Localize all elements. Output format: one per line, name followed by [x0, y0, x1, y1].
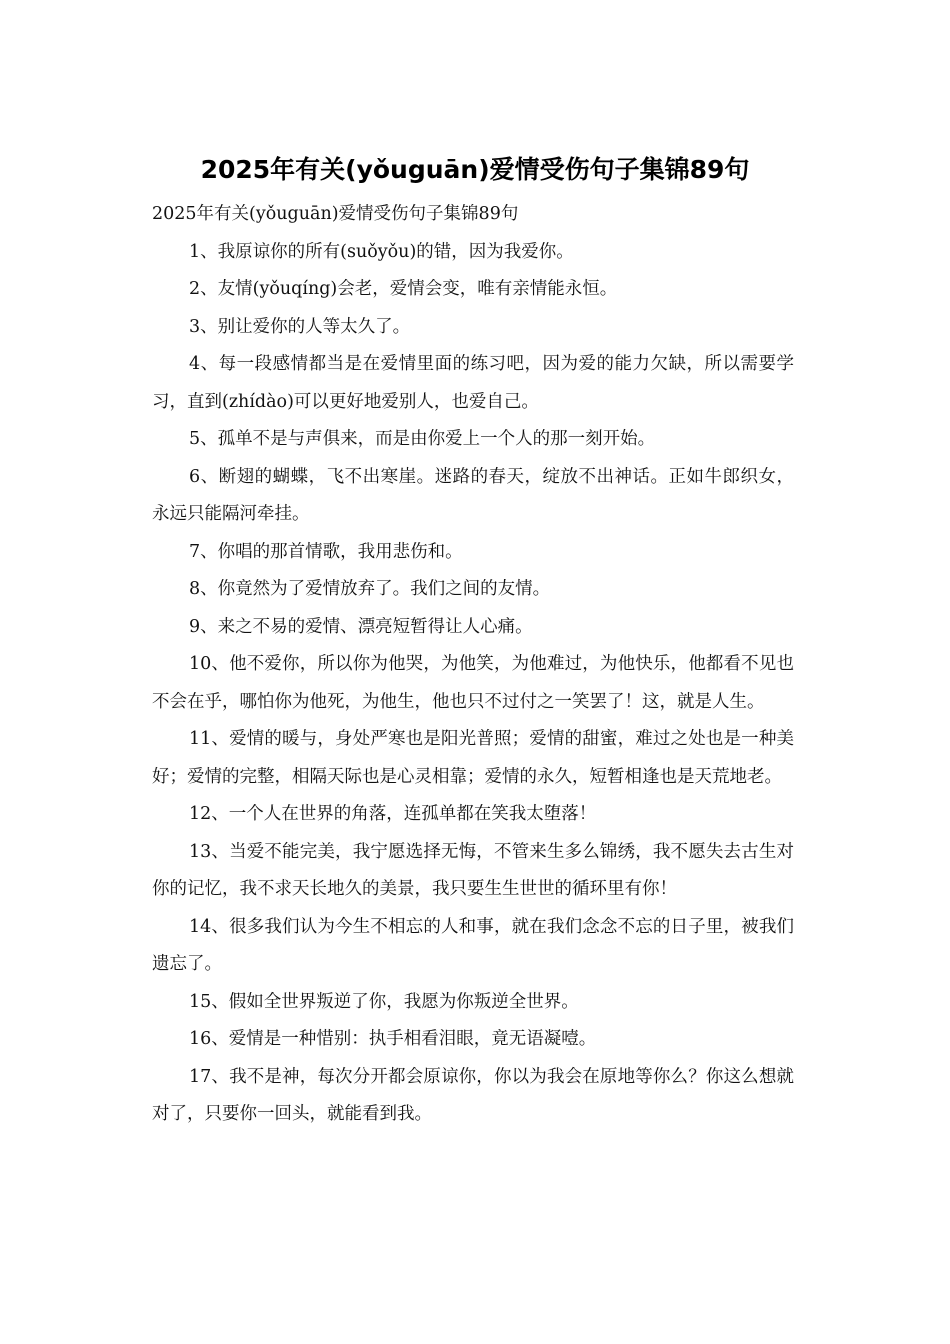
paragraph: 12、一个人在世界的角落，连孤单都在笑我太堕落！ — [189, 804, 597, 824]
paragraph: 5、孤单不是与声俱来，而是由你爱上一个人的那一刻开始。 — [189, 429, 656, 449]
paragraph: 15、假如全世界叛逆了你，我愿为你叛逆全世界。 — [189, 991, 579, 1012]
paragraph: 6、断翅的蝴蝶，飞不出寒崖。迷路的春天，绽放不出神话。正如牛郎织女，永远只能隔河牵挂。 — [152, 466, 794, 524]
paragraph: 4、每一段感情都当是在爱情里面的练习吧，因为爱的能力欠缺，所以需要学习，直到(zhídào)可以更好地爱别人，也爱自己。 — [152, 354, 794, 412]
paragraph: 9、来之不易的爱情、漂亮短暂得让人心痛。 — [189, 616, 533, 637]
paragraph: 2、友情(yǒuqíng)会老，爱情会变，唯有亲情能永恒。 — [189, 279, 618, 299]
document-subtitle: 2025年有关(yǒuguān)爱情受伤句子集锦89句 — [152, 204, 519, 224]
paragraph: 16、爱情是一种惜别：执手相看泪眼，竟无语凝噎。 — [189, 1029, 597, 1049]
paragraph: 14、很多我们认为今生不相忘的人和事，就在我们念念不忘的日子里，被我们遗忘了。 — [152, 916, 794, 974]
paragraph: 11、爱情的暖与，身处严寒也是阳光普照；爱情的甜蜜，难过之处也是一种美好；爱情的完整，相隔天际也是心灵相靠；爱情的永久，短暂相逢也是天荒地老。 — [152, 729, 794, 787]
paragraph: 8、你竟然为了爱情放弃了。我们之间的友情。 — [189, 579, 551, 599]
paragraph: 10、他不爱你，所以你为他哭，为他笑，为他难过，为他快乐，他都看不见也不会在乎，哪怕你为他死，为他生，他也只不过付之一笑罢了！这，就是人生。 — [152, 654, 794, 712]
paragraph: 17、我不是神，每次分开都会原谅你，你以为我会在原地等你么？你这么想就对了，只要你一回头，就能看到我。 — [152, 1066, 794, 1124]
document-title: 2025年有关(yǒuguān)爱情受伤句子集锦89句 — [200, 155, 750, 184]
paragraph: 1、我原谅你的所有(suǒyǒu)的错，因为我爱你。 — [189, 241, 574, 262]
paragraph: 3、别让爱你的人等太久了。 — [189, 316, 411, 337]
paragraph: 13、当爱不能完美，我宁愿选择无悔，不管来生多么锦绣，我不愿失去古生对你的记忆，我不求天长地久的美景，我只要生生世世的循环里有你！ — [152, 841, 794, 899]
paragraph: 7、你唱的那首情歌，我用悲伤和。 — [189, 541, 463, 562]
document-body — [152, 196, 794, 1134]
